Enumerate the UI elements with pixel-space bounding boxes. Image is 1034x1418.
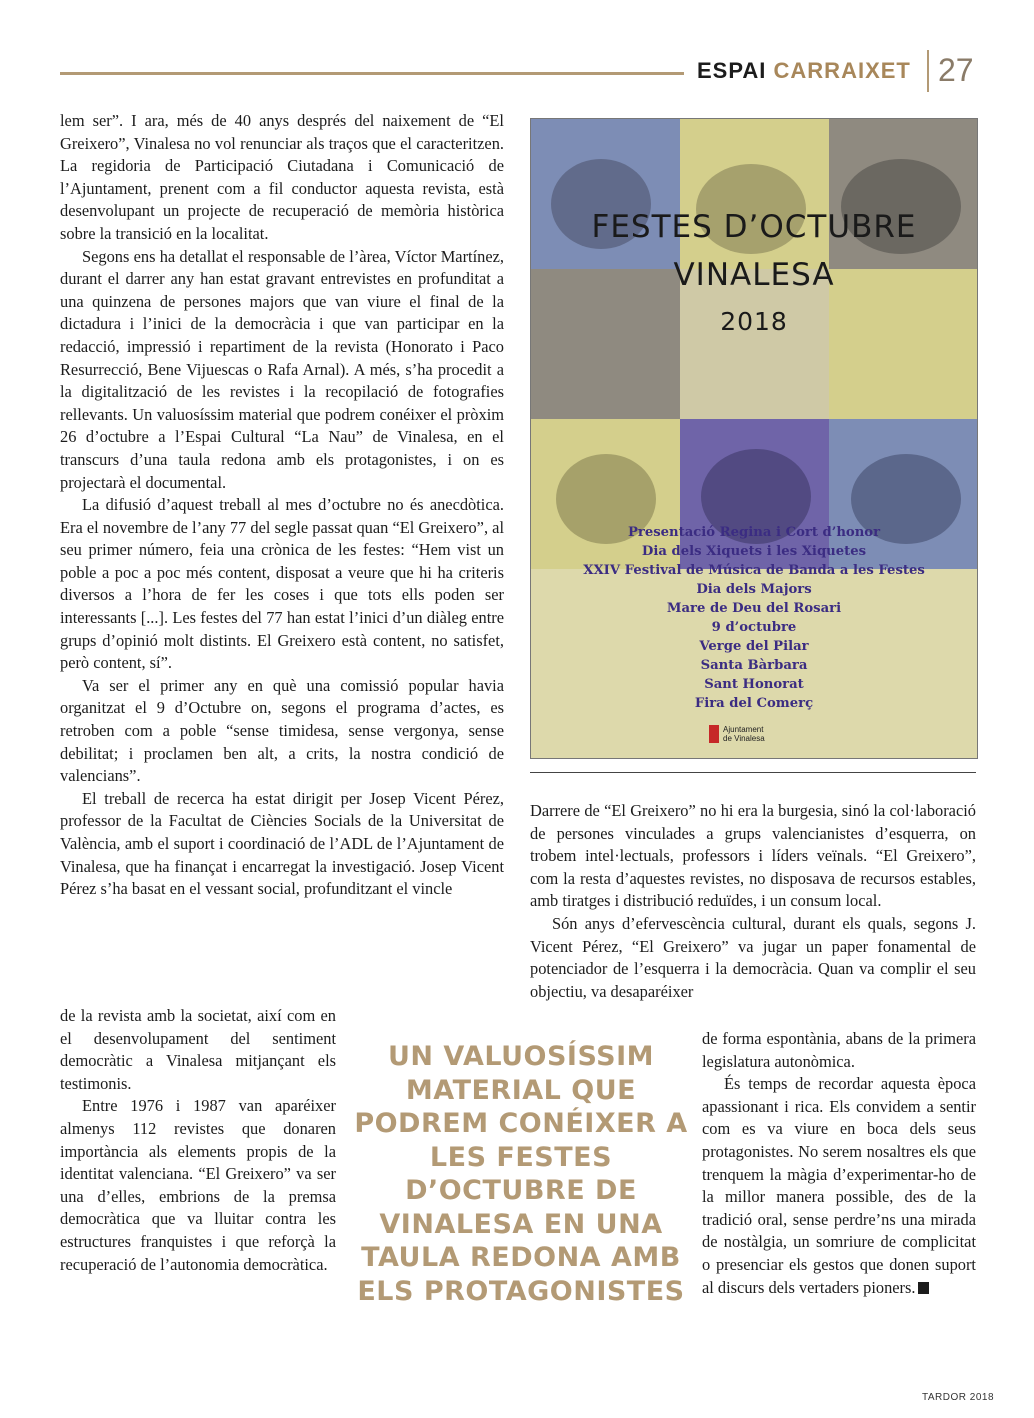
town-hall-logo-text (723, 725, 765, 743)
header-rule (60, 72, 684, 75)
poster-event: Mare de Deu del Rosari (666, 601, 842, 616)
paragraph-text: És temps de recordar aquesta època apassionant i rica. Els convidem a sentir com es va viure en boca dels seus protagonistes. No serem nosaltres els que trenquem la màgia d’experimentar-ho de la millor manera possible, des de la tradició oral, sense perdre’ns una mirada de nostàlgia, un somriure de complicitat o presenciar els gestos que donen suport al discurs dels vertaders pioners. (702, 1074, 976, 1297)
end-of-article-icon (918, 1282, 929, 1294)
poster-event: Verge del Pilar (699, 639, 809, 654)
section-title-part2: CARRAIXET (773, 58, 911, 83)
paragraph: Darrere de “El Greixero” no hi era la burgesia, sinó la col·laboració de persones vinculades a grups valencianistes d’esquerra, on trobem intel·lectuals, professors i líders veïnals. “El Greixero”, com la resta d’aquestes revistes, no disposava de recursos estables, amb tiratges i distribució reduïdes, i un consum local. (530, 801, 976, 911)
poster-event: Fira del Comerç (694, 696, 814, 711)
festival-poster (530, 118, 978, 759)
town-hall-logo-icon (709, 725, 719, 743)
article-column-1 (60, 110, 504, 901)
logo-line: Ajuntament (723, 725, 764, 734)
poster-rule (530, 772, 976, 773)
poster-town: VINALESA (673, 257, 835, 293)
paragraph: Són anys d’efervescència cultural, durant els quals, segons J. Vicent Pérez, “El Greixero” va jugar un paper fonamental de potenciador de l’esquerra i la democràcia. Quan va complir el seu objectiu, va desaparéixer (530, 913, 976, 1001)
paragraph (702, 1073, 976, 1299)
logo-line: de Vinalesa (723, 734, 765, 743)
pull-quote: UN VALUOSÍSSIM MATERIAL QUE PODREM CONÉIXER A LES FESTES D’OCTUBRE DE VINALESA EN UNA TAULA REDONA AMB ELS PROTAGONISTES (354, 1041, 688, 1307)
paragraph: Entre 1976 i 1987 van aparéixer almenys 112 revistes que donaren importància als elements propis de la identitat valenciana. “El Greixero” va ser una d’elles, embrions de la premsa democràtica que va lluitar contra les estructures franquistes i que reforçà la recuperació de l’autonomia democràtica. (60, 1096, 336, 1274)
article-column-3 (702, 1028, 976, 1299)
paragraph: de forma espontània, abans de la primera legislatura autonòmica. (702, 1029, 976, 1071)
header-divider (927, 50, 929, 92)
section-title (697, 58, 911, 84)
issue-label: TARDOR 2018 (922, 1392, 995, 1403)
poster-year: 2018 (720, 307, 788, 336)
poster-event: Dia dels Majors (696, 582, 812, 597)
poster-event: Santa Bàrbara (700, 658, 808, 673)
paragraph: El treball de recerca ha estat dirigit per Josep Vicent Pérez, professor de la Facultat de Ciències Socials de la Universitat de València, amb el suport i coordinació de l’ADL de l’Ajuntament de Vinalesa, que ha finançat i encarregat la investigació. Josep Vicent Pérez s’ha basat en el vessant social, profunditzant el vincle (60, 788, 504, 899)
article-column-2 (530, 800, 976, 1003)
poster-event: 9 d’octubre (711, 620, 797, 635)
article-column-1-continued (60, 1005, 336, 1276)
poster-title: FESTES D’OCTUBRE (591, 209, 917, 245)
poster-event: Dia dels Xiquets i les Xiquetes (641, 544, 867, 559)
paragraph: de la revista amb la societat, així com en el desenvolupament del sentiment democràtic a Vinalesa mitjançant els testimonis. (60, 1006, 336, 1093)
paragraph: lem ser”. I ara, més de 40 anys després del naixement de “El Greixero”, Vinalesa no vol renunciar als traços que el caracteritzen. La regidoria de Participació Ciutadana i Comunicació de l’Ajuntament, prenent com a fil conductor aquesta revista, està desenvolupant un projecte de recuperació de memòria històrica sobre la transició en la localitat. (60, 111, 504, 243)
section-title-part1: ESPAI (697, 58, 767, 83)
poster-event: Presentació Regina i Cort d’honor (627, 525, 881, 540)
poster-event: XXIV Festival de Música de Banda a les Festes (583, 563, 925, 578)
poster-event: Sant Honorat (704, 677, 804, 692)
paragraph: La difusió d’aquest treball al mes d’octubre no és anecdòtica. Era el novembre de l’any 77 del segle passat quan “El Greixero”, al seu primer número, feia una crònica de les festes: “Hem vist un poble a poc a poc més content, disposat a veure que hi ha criteris diversos a l’hora de fer les coses i que tots ells poden ser interessants [...]. Les festes del 77 han estat l’inici d’un diàleg entre grups d’opinió molt distints. El Greixero està content, no satisfet, però content, sí”. (60, 495, 504, 673)
paragraph: Segons ens ha detallat el responsable de l’àrea, Víctor Martínez, durant el darrer any han estat gravant entrevistes en profunditat a una quinzena de persones majors que van viure el final de la dictadura i l’inici de la democràcia i que van participar en la redacció, impressió i repartiment de la revista (Honorato i Paco Resurrecció, Bene Vijuescas o Rafa Arnal). A més, s’ha procedit a la digitalització de les revistes i la recopilació de fotografies rellevants. Un valuosíssim material que podrem conéixer el pròxim 26 d’octubre a l’Espai Cultural “La Nau” de Vinalesa, en el transcurs d’una taula redona amb els protagonistes, i on es projectarà el documental. (60, 246, 504, 492)
paragraph: Va ser el primer any en què una comissió popular havia organitzat el 9 d’Octubre on, segons el programa d’actes, es retroben com a poble “sense timidesa, sense vergonya, sense debilitat; i proclamen ben alt, a crits, la nostra condició de valencians”. (60, 675, 504, 786)
page-number: 27 (938, 52, 974, 88)
poster-event-list (531, 523, 977, 713)
